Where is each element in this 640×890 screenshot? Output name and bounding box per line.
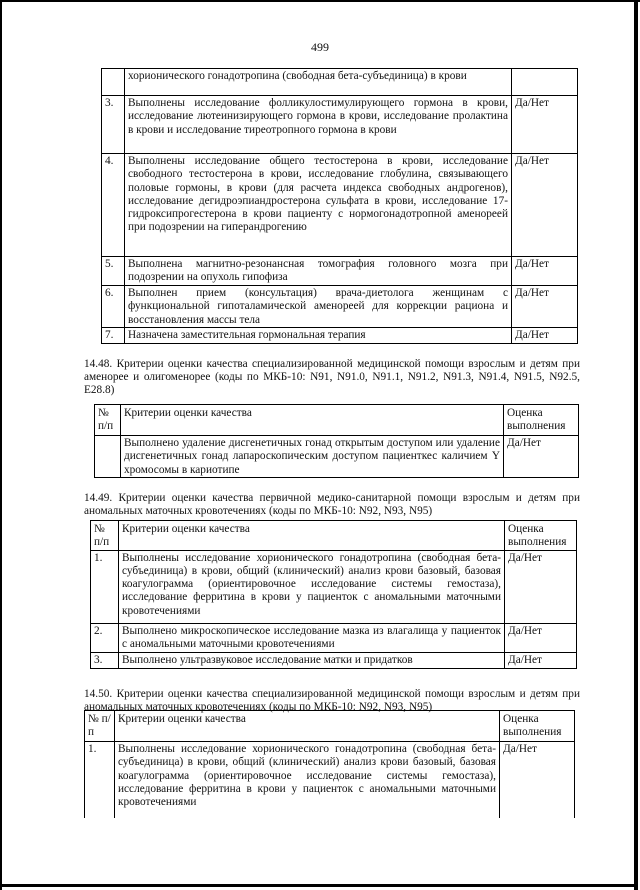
criteria-table-14-49 xyxy=(90,520,577,669)
criterion-text: Выполнено ультразвуковое исследование матки и придатков xyxy=(119,652,505,668)
scan-border-right xyxy=(634,0,638,890)
header-number: № п/п xyxy=(95,405,121,436)
evaluation-value: Да/Нет xyxy=(504,436,579,478)
table-row xyxy=(91,623,577,652)
row-number: 3. xyxy=(102,96,125,154)
evaluation-value: Да/Нет xyxy=(505,550,577,623)
evaluation-value: Да/Нет xyxy=(500,742,575,818)
criterion-text: Выполнены исследование общего тестостерона в крови, исследование свободного тестостерона в крови, исследование глобулина, связывающего половые гормоны, в крови (для расчета индекса свободных андрогенов), исследование дегидроэпиандростерона сульфата в крови, исследование 17-гидроксипрогестерона в крови пациенту с нормогонадотропной аменореей при подозрении на гиперандрогению xyxy=(125,154,512,257)
evaluation-value: Да/Нет xyxy=(512,328,578,344)
criteria-table-continued xyxy=(101,68,578,344)
row-number: 4. xyxy=(102,154,125,257)
header-evaluation: Оценка выполнения xyxy=(500,711,575,742)
row-number: 5. xyxy=(102,257,125,286)
evaluation-value: Да/Нет xyxy=(512,96,578,154)
row-number: 2. xyxy=(91,623,119,652)
table-row xyxy=(102,69,578,96)
row-number xyxy=(95,436,121,478)
row-number: 6. xyxy=(102,286,125,328)
header-evaluation: Оценка выполнения xyxy=(504,405,579,436)
header-number: № п/п xyxy=(91,521,119,551)
criterion-text: Выполнена магнитно-резонансная томография головного мозга при подозрении на опухоль гипофиза xyxy=(125,257,512,286)
criterion-text: Выполнены исследование фолликулостимулирующего гормона в крови, исследование лютеинизирующего гормона в крови, исследование пролактина в крови и исследование тиреотропного гормона в крови xyxy=(125,96,512,154)
criterion-text: Назначена заместительная гормональная терапия xyxy=(125,328,512,344)
evaluation-value: Да/Нет xyxy=(505,652,577,668)
criterion-text: Выполнены исследование хорионического гонадотропина (свободная бета-субъединица) в крови, общий (клинический) анализ крови базовый, базовая коагулограмма (ориентировочное исследование системы гемостаза), исследование ферритина в крови у пациенток с аномальными маточными кровотечениями xyxy=(119,550,505,623)
evaluation-value xyxy=(512,69,578,96)
row-number: 7. xyxy=(102,328,125,344)
page-number: 499 xyxy=(311,40,329,54)
criterion-text: Выполнен прием (консультация) врача-диетолога женщинам с функциональной гипоталамической аменореей для коррекции рациона и восстановления массы тела xyxy=(125,286,512,328)
table-row xyxy=(102,328,578,344)
evaluation-value: Да/Нет xyxy=(512,286,578,328)
section-heading-14-48: 14.48. Критерии оценки качества специализированной медицинской помощи взрослым и детям при аменорее и олигоменорее (коды по МКБ-10: N91, N91.0, N91.1, N91.2, N91.3, N91.4, N91.5, N92.5, E28.8) xyxy=(84,358,580,396)
evaluation-value: Да/Нет xyxy=(505,623,577,652)
table-row xyxy=(91,652,577,668)
criterion-text: хорионического гонадотропина (свободная бета-субъединица) в крови xyxy=(125,69,512,96)
header-criterion: Критерии оценки качества xyxy=(119,521,505,551)
evaluation-value: Да/Нет xyxy=(512,257,578,286)
table-row xyxy=(102,286,578,328)
scan-border-top xyxy=(0,0,640,2)
table-row xyxy=(85,742,575,818)
header-number: № п/п xyxy=(85,711,115,742)
header-criterion: Критерии оценки качества xyxy=(115,711,500,742)
table-row xyxy=(102,257,578,286)
evaluation-value: Да/Нет xyxy=(512,154,578,257)
criterion-text: Выполнены исследование хорионического гонадотропина (свободная бета-субъединица) в крови, общий (клинический) анализ крови базовый, базовая коагулограмма (ориентировочное исследование системы гемостаза), исследование ферритина в крови у пациенток с аномальными маточными кровотечениями xyxy=(115,742,500,818)
row-number xyxy=(102,69,125,96)
criterion-text: Выполнено удаление дисгенетичных гонад открытым доступом или удаление дисгенетичных гонад лапароскопическим доступом пациенткес каличием Y хромосомы в кариотипе xyxy=(121,436,504,478)
table-row xyxy=(95,436,579,478)
table-header-row xyxy=(95,405,579,436)
criteria-table-14-48 xyxy=(94,404,579,478)
table-row xyxy=(102,96,578,154)
row-number: 1. xyxy=(85,742,115,818)
criterion-text: Выполнено микроскопическое исследование мазка из влагалища у пациенток с аномальными маточными кровотечениями xyxy=(119,623,505,652)
section-heading-14-50: 14.50. Критерии оценки качества специализированной медицинской помощи взрослым и детям при аномальных маточных кровотечениях (коды по МКБ-10: N92, N93, N95) xyxy=(84,688,580,713)
row-number: 3. xyxy=(91,652,119,668)
table-row xyxy=(91,550,577,623)
row-number: 1. xyxy=(91,550,119,623)
section-heading-14-49: 14.49. Критерии оценки качества первичной медико-санитарной помощи взрослым и детям при аномальных маточных кровотечениях (коды по МКБ-10: N92, N93, N95) xyxy=(84,492,580,517)
header-criterion: Критерии оценки качества xyxy=(121,405,504,436)
criteria-table-14-50 xyxy=(84,710,575,818)
header-evaluation: Оценка выполнения xyxy=(505,521,577,551)
table-header-row xyxy=(91,521,577,551)
table-row xyxy=(102,154,578,257)
scan-border-bottom xyxy=(0,884,638,887)
scan-border-left xyxy=(0,0,2,890)
table-header-row xyxy=(85,711,575,742)
